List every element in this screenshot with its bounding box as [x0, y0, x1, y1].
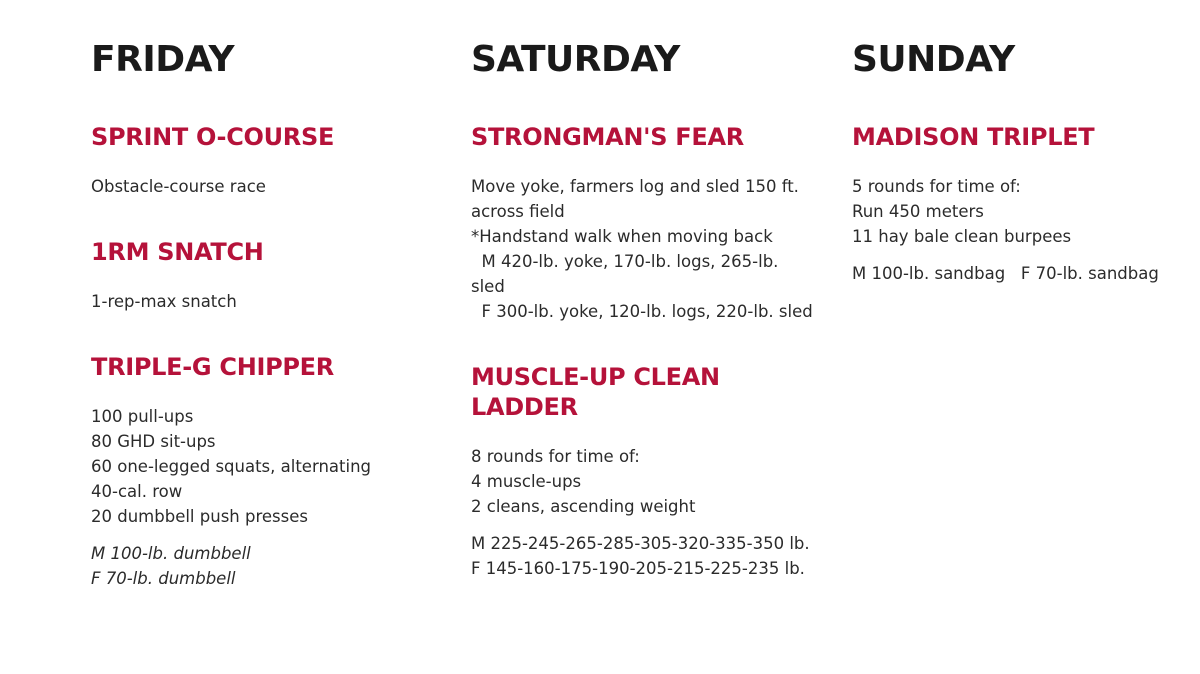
workout-title: STRONGMAN'S FEAR [471, 123, 744, 151]
workout-title: MADISON TRIPLET [852, 123, 1095, 151]
day-column-saturday [471, 40, 821, 581]
workout-title-line: LADDER [471, 393, 578, 421]
workout-line: 11 hay bale clean burpees [852, 227, 1072, 246]
day-title: FRIDAY [91, 39, 235, 80]
weight-note-line: M 100-lb. sandbag F 70-lb. sandbag [852, 264, 1159, 283]
workout-title: 1RM SNATCH [91, 238, 264, 266]
weight-note-line: M 225-245-265-285-305-320-335-350 lb. [471, 534, 810, 553]
workout-title: SPRINT O-COURSE [91, 123, 335, 151]
workout-line: 2 cleans, ascending weight [471, 497, 696, 516]
workout-block [91, 352, 441, 591]
weight-note-line: M 100-lb. dumbbell [91, 544, 251, 563]
day-column-sunday [852, 40, 1200, 286]
workout-block [852, 122, 1200, 286]
workout-block [471, 362, 821, 581]
workout-description [852, 174, 1200, 249]
workout-line: sled [471, 277, 505, 296]
workout-line: *Handstand walk when moving back [471, 227, 773, 246]
day-title: SATURDAY [471, 39, 680, 80]
workout-description [91, 289, 441, 314]
workout-line: 5 rounds for time of: [852, 177, 1021, 196]
workout-description [471, 444, 821, 519]
workout-line: F 300-lb. yoke, 120-lb. logs, 220-lb. sled [471, 302, 813, 321]
workout-line: 1-rep-max snatch [91, 292, 237, 311]
workout-block [91, 237, 441, 314]
workout-line: 100 pull-ups [91, 407, 194, 426]
workout-block [471, 122, 821, 324]
workout-title: TRIPLE-G CHIPPER [91, 353, 334, 381]
workout-line: Obstacle-course race [91, 177, 266, 196]
weight-note-line: F 70-lb. dumbbell [91, 569, 236, 588]
workout-description [91, 404, 441, 529]
workout-title-line: MUSCLE-UP CLEAN [471, 363, 720, 391]
weight-note [471, 531, 821, 581]
weight-note-line: F 145-160-175-190-205-215-225-235 lb. [471, 559, 805, 578]
workout-title [471, 362, 821, 422]
workout-line: M 420-lb. yoke, 170-lb. logs, 265-lb. [471, 252, 779, 271]
workout-line: 20 dumbbell push presses [91, 507, 308, 526]
weight-note [91, 541, 441, 591]
workout-line: 40-cal. row [91, 482, 183, 501]
workout-line: Run 450 meters [852, 202, 984, 221]
weight-note [852, 261, 1200, 286]
workout-description [91, 174, 441, 199]
day-title: SUNDAY [852, 39, 1015, 80]
day-column-friday [91, 40, 441, 591]
workout-block [91, 122, 441, 199]
workout-description [471, 174, 821, 324]
workout-line: 8 rounds for time of: [471, 447, 640, 466]
workout-line: 80 GHD sit-ups [91, 432, 216, 451]
workout-line: 60 one-legged squats, alternating [91, 457, 372, 476]
workout-line: across field [471, 202, 565, 221]
workout-line: Move yoke, farmers log and sled 150 ft. [471, 177, 799, 196]
workout-line: 4 muscle-ups [471, 472, 582, 491]
